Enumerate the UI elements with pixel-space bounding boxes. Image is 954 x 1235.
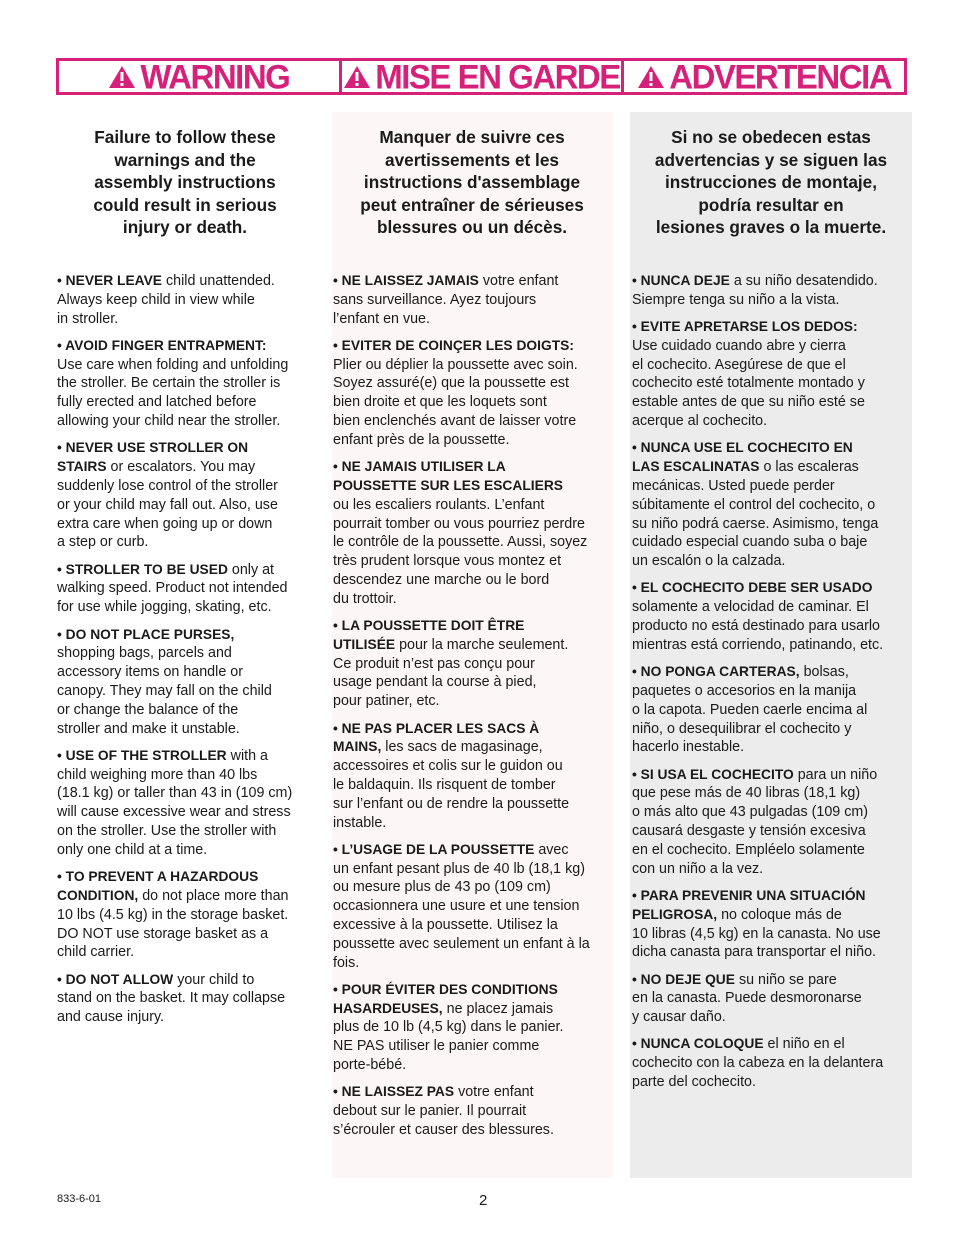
- warning-item-body: avec un enfant pesant plus de 40 lb (18,1 kg) ou mesure plus de 43 po (109 cm) occasionnera une usure et une tension excessive à la poussette. Utilisez la poussette avec seulement un enfant à la fois.: [333, 841, 590, 971]
- warning-item-body: ou les escaliers roulants. L’enfant pourrait tomber ou vous pourriez perdre le contrôle de la poussette. Aussi, soyez très prudent lorsque vous montez et descendez une marche ou le bord du trottoir.: [333, 496, 588, 607]
- warning-item-body: a su niño desatendido. Siempre tenga su niño a la vista.: [632, 273, 878, 308]
- warning-item: [333, 617, 611, 711]
- warning-list: [632, 272, 910, 1092]
- warning-item-body: votre enfant sans surveillance. Ayez toujours l’enfant en vue.: [333, 273, 559, 327]
- warning-item: [57, 561, 313, 617]
- warning-item-lead: • NO PONGA CARTERAS,: [632, 664, 800, 680]
- warning-item-lead: • NUNCA USE EL COCHECITO EN LAS ESCALINATAS: [632, 440, 853, 475]
- warning-triangle-icon: [637, 65, 665, 89]
- warning-item: [57, 337, 313, 431]
- warning-item: [57, 971, 313, 1027]
- warning-item-body: o las escaleras mecánicas. Usted puede perder súbitamente el control del cochecito, o su niño podrá caerse. Asimismo, tenga cuidado especial cuando suba o baje un escalón o la calzada.: [632, 459, 879, 570]
- warning-item: [632, 971, 910, 1027]
- warning-item-body: do not place more than 10 lbs (4.5 kg) in the storage basket. DO NOT use storage basket as a child carrier.: [57, 887, 289, 961]
- warning-item-lead: • TO PREVENT A HAZARDOUS CONDITION,: [57, 869, 259, 903]
- warning-item-body: ne placez jamais plus de 10 lb (4,5 kg) dans le panier. NE PAS utiliser le panier comme porte-bébé.: [333, 1000, 564, 1074]
- warning-item-body: bolsas, paquetes o accesorios en la manija o la capota. Pueden caerle encima al niño, o desequilibrar el cochecito y hacerlo inestable.: [632, 664, 868, 756]
- warning-item: [333, 841, 611, 973]
- warning-item: [632, 439, 910, 571]
- warning-item-lead: • STROLLER TO BE USED: [57, 561, 228, 577]
- warning-item: [333, 981, 611, 1075]
- warning-item: [632, 887, 910, 962]
- warning-triangle-icon: [108, 65, 136, 89]
- warning-item-body: les sacs de magasinage, accessoires et colis sur le guidon ou le baldaquin. Ils risquent de tomber sur l’enfant ou de rendre la poussette instable.: [333, 739, 570, 831]
- warning-item-lead: • L’USAGE DE LA POUSSETTE: [333, 841, 535, 857]
- warning-item-lead: • DO NOT PLACE PURSES,: [57, 626, 235, 642]
- intro-warning: Failure to follow these warnings and the assembly instructions could result in serious injury or death.: [93, 127, 277, 238]
- warning-list: [57, 272, 313, 1027]
- warning-item-body: no coloque más de 10 libras (4,5 kg) en la canasta. No use dicha canasta para transportar el niño.: [632, 906, 881, 961]
- warning-item-body: only at walking speed. Product not intended for use while jogging, skating, etc.: [57, 561, 288, 616]
- warning-item-lead: • NUNCA DEJE: [632, 273, 730, 288]
- warning-item-lead: • AVOID FINGER ENTRAPMENT:: [57, 337, 267, 353]
- warning-item: [333, 1083, 611, 1139]
- warning-item-body: para un niño que pese más de 40 libras (18,1 kg) o más alto que 43 pulgadas (109 cm) causará desgaste y tensión excesiva en el cochecito. Empléelo solamente con un niño a la vez.: [632, 766, 878, 877]
- warning-item-body: su niño se pare en la canasta. Puede desmoronarse y causar daño.: [632, 971, 862, 1026]
- warning-item: [632, 663, 910, 757]
- warning-banner: [56, 58, 907, 95]
- warning-item-body: votre enfant debout sur le panier. Il pourrait s’écrouler et causer des blessures.: [333, 1084, 554, 1138]
- banner-label: WARNING: [140, 57, 290, 96]
- warning-item-body: or escalators. You may suddenly lose control of the stroller or your child may fall out. Also, use extra care when going up or down a step or curb.: [57, 459, 278, 551]
- warning-item: [333, 720, 611, 833]
- document-code: 833-6-01: [57, 1193, 102, 1205]
- warning-item-body: el niño en el cochecito con la cabeza en la delantera parte del cochecito.: [632, 1036, 884, 1091]
- warning-item-lead: • NO DEJE QUE: [632, 971, 735, 987]
- banner-warning: [59, 57, 342, 96]
- warning-triangle-icon: [343, 65, 371, 89]
- warning-item-body: Plier ou déplier la poussette avec soin. Soyez assuré(e) que la poussette est bien droite et que les loquets sont bien enclenchés avant de laisser votre enfant près de la poussette.: [333, 356, 578, 448]
- warning-item-lead: • PARA PREVENIR UNA SITUACIÓN PELIGROSA,: [632, 887, 866, 922]
- warning-item-lead: • NE LAISSEZ PAS: [333, 1084, 455, 1100]
- banner-advertencia: [624, 57, 904, 96]
- english-column: [57, 126, 313, 1035]
- warning-item: [632, 579, 910, 654]
- warning-item-lead: • NE JAMAIS UTILISER LA POUSSETTE SUR LES ESCALIERS: [333, 459, 563, 493]
- warning-item-lead: • POUR ÉVITER DES CONDITIONS HASARDEUSES,: [333, 981, 558, 1016]
- warning-item-body: Use care when folding and unfolding the stroller. Be certain the stroller is fully erected and latched before allowing your child near the stroller.: [57, 356, 289, 430]
- warning-item: [632, 272, 910, 310]
- warning-item: [632, 766, 910, 879]
- warning-item-lead: • NE PAS PLACER LES SACS À MAINS,: [333, 720, 540, 755]
- warning-item: [57, 747, 313, 860]
- warning-item-body: your child to stand on the basket. It may collapse and cause injury.: [57, 971, 286, 1026]
- warning-item: [632, 1035, 910, 1091]
- warning-item-lead: • SI USA EL COCHECITO: [632, 766, 794, 782]
- warning-item-body: with a child weighing more than 40 lbs (18.1 kg) or taller than 43 in (109 cm) will cause excessive wear and stress on the stroller. Use the stroller with only one child at a time.: [57, 747, 293, 858]
- warning-item: [333, 458, 611, 608]
- warning-item: [57, 626, 313, 739]
- warning-item-body: shopping bags, parcels and accessory items on handle or canopy. They may fall on the child or change the balance of the stroller and make it unstable.: [57, 645, 272, 737]
- warning-item-body: pour la marche seulement. Ce produit n’est pas conçu pour usage pendant la course à pied, pour patiner, etc.: [333, 636, 569, 710]
- warning-item-lead: • NE LAISSEZ JAMAIS: [333, 273, 479, 288]
- warning-item-lead: • EL COCHECITO DEBE SER USADO: [632, 580, 873, 596]
- warning-item-lead: • DO NOT ALLOW: [57, 971, 174, 987]
- french-column: [333, 126, 611, 1148]
- warning-item: [333, 337, 611, 450]
- warning-item: [333, 272, 611, 328]
- banner-label: MISE EN GARDE: [375, 57, 620, 96]
- warning-item-lead: • USE OF THE STROLLER: [57, 747, 227, 763]
- banner-mise-en-garde: [342, 57, 625, 96]
- warning-item-lead: • EVITE APRETARSE LOS DEDOS:: [632, 319, 858, 335]
- intro-warning: Si no se obedecen estas advertencias y se siguen las instrucciones de montaje, podría resultar en lesiones graves o la muerte.: [654, 127, 888, 238]
- warning-item-body: child unattended. Always keep child in view while in stroller.: [57, 273, 275, 327]
- warning-item-body: solamente a velocidad de caminar. El producto no está destinado para usarlo mientras está corriendo, patinando, etc.: [632, 599, 884, 653]
- warning-item-lead: • NEVER LEAVE: [57, 273, 163, 288]
- warning-item-lead: • LA POUSSETTE DOIT ÊTRE UTILISÉE: [333, 618, 525, 652]
- warning-item-body: Use cuidado cuando abre y cierra el cochecito. Asegúrese de que el cochecito esté totalmente montado y estable antes de que su niño esté se acerque al cochecito.: [632, 337, 865, 430]
- page-number: 2: [479, 1192, 488, 1209]
- intro-warning: Manquer de suivre ces avertissements et les instructions d'assemblage peut entraîner de sérieuses blessures ou un décès.: [360, 127, 584, 238]
- banner-label: ADVERTENCIA: [669, 57, 892, 96]
- warning-item-lead: • EVITER DE COINÇER LES DOIGTS:: [333, 337, 574, 353]
- warning-item: [57, 868, 313, 962]
- spanish-column: [632, 126, 910, 1100]
- warning-item-lead: • NEVER USE STROLLER ON STAIRS: [57, 440, 249, 475]
- warning-list: [333, 272, 611, 1140]
- warning-item: [632, 318, 910, 431]
- warning-item: [57, 439, 313, 552]
- warning-item-lead: • NUNCA COLOQUE: [632, 1036, 764, 1052]
- warning-item: [57, 272, 313, 328]
